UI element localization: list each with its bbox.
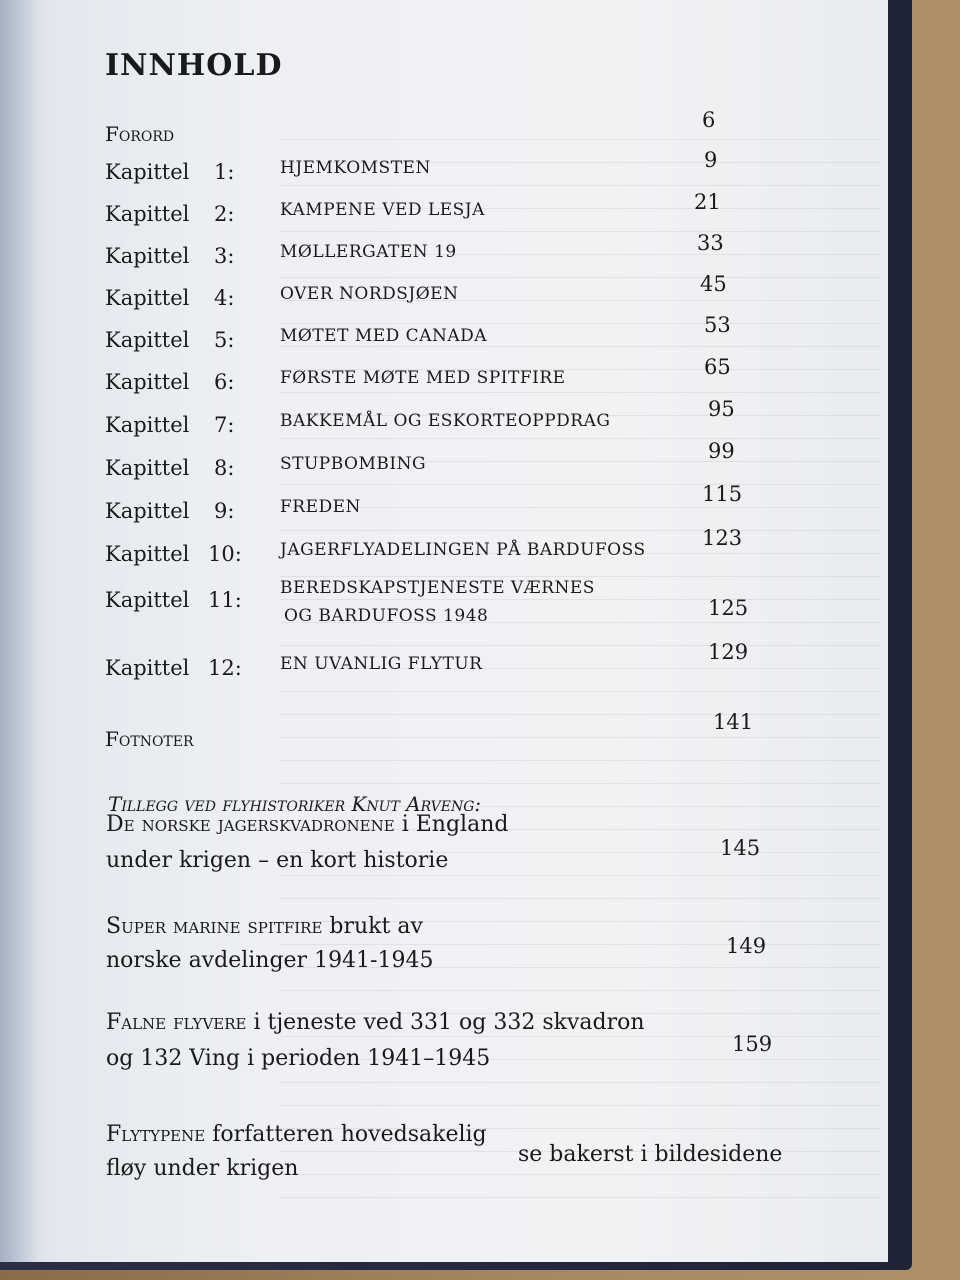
chapter-word: Kapittel [105, 202, 190, 226]
tillegg-page-4: se bakerst i bildesidene [518, 1142, 783, 1167]
tillegg-page-1: 145 [720, 836, 761, 860]
tillegg-heading: Tillegg ved flyhistoriker Knut Arveng: [108, 792, 482, 816]
page-gutter-shadow [0, 0, 40, 1262]
tillegg-lead-3: Falne flyvere [106, 1010, 247, 1035]
chapter-page: 95 [708, 397, 735, 421]
chapter-page: 33 [697, 231, 724, 255]
chapter-page: 125 [708, 596, 749, 620]
chapter-title: BAKKEMÅL OG ESKORTEOPPDRAG [280, 411, 611, 431]
chapter-number: 5: [214, 328, 235, 352]
chapter-word: Kapittel [105, 499, 190, 523]
chapter-page: 9 [704, 148, 718, 172]
fotnoter-page: 141 [713, 710, 754, 734]
fotnoter-label: Fotnoter [105, 727, 194, 751]
chapter-title: FØRSTE MØTE MED SPITFIRE [280, 368, 566, 388]
tillegg-rest-3: i tjeneste ved 331 og 332 skvadron [246, 1010, 645, 1035]
chapter-number: 12: [208, 656, 242, 680]
chapter-title: FREDEN [280, 497, 361, 517]
chapter-page: 21 [694, 190, 721, 214]
chapter-number: 1: [214, 160, 235, 184]
tillegg-line2-1: under krigen – en kort historie [106, 848, 449, 873]
chapter-word: Kapittel [105, 456, 190, 480]
chapter-word: Kapittel [105, 656, 190, 680]
chapter-word: Kapittel [105, 370, 190, 394]
chapter-number: 6: [214, 370, 235, 394]
page-title: INNHOLD [105, 48, 283, 83]
chapter-page: 129 [708, 640, 749, 664]
chapter-word: Kapittel [105, 413, 190, 437]
chapter-page: 45 [700, 272, 727, 296]
chapter-title: OVER NORDSJØEN [280, 284, 459, 304]
chapter-page: 53 [704, 313, 731, 337]
chapter-number: 4: [214, 286, 235, 310]
chapter-number: 11: [208, 588, 242, 612]
chapter-title: BEREDSKAPSTJENESTE VÆRNES [280, 578, 595, 598]
chapter-word: Kapittel [105, 244, 190, 268]
chapter-number: 8: [214, 456, 235, 480]
chapter-word: Kapittel [105, 588, 190, 612]
tillegg-rest-1: i England [394, 812, 509, 837]
chapter-number: 10: [208, 542, 242, 566]
forord-page: 6 [702, 108, 716, 132]
tillegg-line2-4: fløy under krigen [106, 1156, 299, 1181]
tillegg-lead-2: Super marine spitfire [106, 914, 323, 939]
chapter-title-line2: OG BARDUFOSS 1948 [284, 606, 489, 626]
tillegg-lead-4: Flytypene [106, 1122, 206, 1147]
tillegg-page-2: 149 [726, 934, 767, 958]
tillegg-line-2 [106, 914, 423, 939]
chapter-title: KAMPENE VED LESJA [280, 200, 485, 220]
chapter-title: JAGERFLYADELINGEN PÅ BARDUFOSS [280, 540, 646, 560]
chapter-number: 3: [214, 244, 235, 268]
chapter-page: 65 [704, 355, 731, 379]
tillegg-rest-4: forfatteren hovedsakelig [205, 1122, 487, 1147]
chapter-number: 2: [214, 202, 235, 226]
chapter-page: 115 [702, 482, 743, 506]
chapter-title: MØLLERGATEN 19 [280, 242, 457, 262]
tillegg-line-4 [106, 1122, 487, 1147]
tillegg-line2-3: og 132 Ving i perioden 1941–1945 [106, 1046, 491, 1071]
tillegg-line-3 [106, 1010, 645, 1035]
chapter-title: HJEMKOMSTEN [280, 158, 431, 178]
chapter-word: Kapittel [105, 286, 190, 310]
chapter-word: Kapittel [105, 542, 190, 566]
forord-label: Forord [105, 122, 175, 146]
chapter-title: STUPBOMBING [280, 454, 427, 474]
tillegg-line-1 [106, 812, 508, 837]
chapter-title: MØTET MED CANADA [280, 326, 488, 346]
chapter-title: EN UVANLIG FLYTUR [280, 654, 483, 674]
chapter-word: Kapittel [105, 328, 190, 352]
tillegg-line2-2: norske avdelinger 1941-1945 [106, 948, 434, 973]
chapter-number: 7: [214, 413, 235, 437]
chapter-page: 99 [708, 439, 735, 463]
chapter-page: 123 [702, 526, 743, 550]
tillegg-lead-1: De norske jagerskvadronene [106, 812, 395, 837]
tillegg-page-3: 159 [732, 1032, 773, 1056]
tillegg-rest-2: brukt av [322, 914, 423, 939]
chapter-number: 9: [214, 499, 235, 523]
chapter-word: Kapittel [105, 160, 190, 184]
